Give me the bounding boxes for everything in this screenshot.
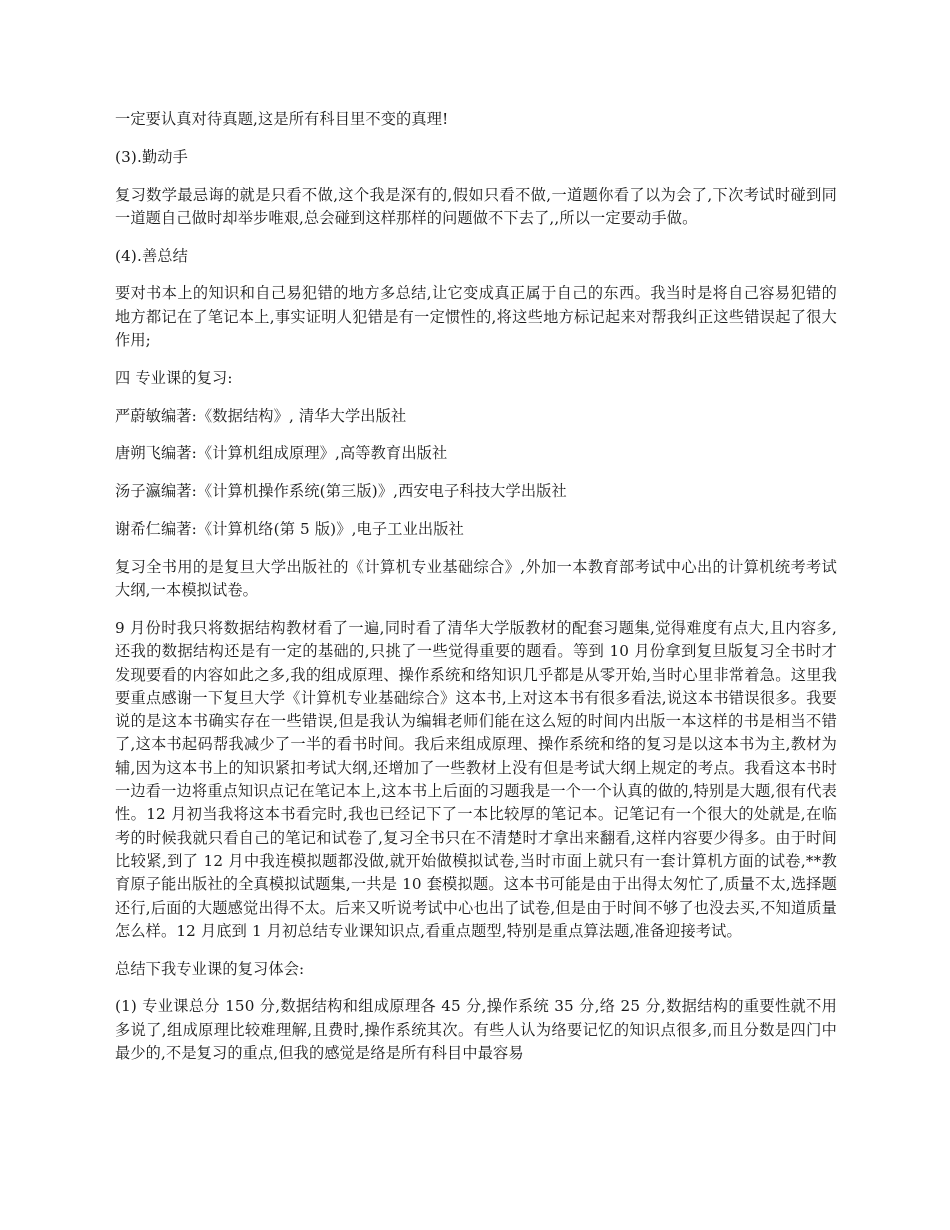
heading-hands-on: (3).勤动手 [115,147,188,166]
paragraph-study-timeline: 9 月份时我只将数据结构教材看了一遍,同时看了清华大学版教材的配套习题集,觉得难度有点大,且内容多,还我的数据结构还是有一定的基础的,只挑了一些觉得重要的题看。等到 10 月份拿到复旦版复习全书时才发现要看的内容如此之多,我的组成原理、操作系统和络知识几乎都是从零开始,当时心里非常着急。这里我要重点感谢一下复旦大学《计算机专业基础综合》这本书,上对这本书有很多看法,说这本书错误很多。我要说的是这本书确实存在一些错误,但是我认为编辑老师们能在这么短的时间内出版一本这样的书是相当不错了,这本书起码帮我减少了一半的看书时间。我后来组成原理、操作系统和络的复习是以这本书为主,教材为辅,因为这本书上的知识紧扣考试大纲,还增加了一些教材上没有但是考试大纲上规定的考点。我看这本书时一边看一边将重点知识点记在笔记本上,这本书上后面的习题我是一个一个认真的做的,特别是大题,很有代表性。12 月初当我将这本书看完时,我也已经记下了一本比较厚的笔记本。记笔记有一个很大的处就是,在临考的时候我就只看自己的笔记和试卷了,复习全书只在不清楚时才拿出来翻看,这样内容要少得多。由于时间比较紧,到了 12 月中我连模拟题都没做,就开始做模拟试卷,当时市面上就只有一套计算机方面的试卷,**教育原子能出版社的全真模拟试题集,一共是 10 套模拟题。这本书可能是由于出得太匆忙了,质量不太,选择题还行,后面的大题感觉出得不太。后来又听说考试中心也出了试卷,但是由于时间不够了也没去买,不知道质量怎么样。12 月底到 1 月初总结专业课知识点,看重点题型,特别是重点算法题,准备迎接考试。 [115,618,837,940]
section-heading-major-review: 四 专业课的复习: [115,368,233,387]
heading-summarize: (4).善总结 [115,246,188,265]
heading-experience-summary: 总结下我专业课的复习体会: [115,959,305,978]
paragraph-hands-on: 复习数学最忌诲的就是只看不做,这个我是深有的,假如只看不做,一道题你看了以为会了,下次考试时碰到同一道题自己做时却举步唯艰,总会碰到这样那样的问题做不下去了,,所以一定要动手做。 [115,185,837,227]
paragraph-review-books: 复习全书用的是复旦大学出版社的《计算机专业基础综合》,外加一本教育部考试中心出的计算机统考考试大纲,一本模拟试卷。 [115,557,837,600]
book-operating-systems: 汤子瀛编著:《计算机操作系统(第三版)》,西安电子科技大学出版社 [115,482,567,501]
paragraph-summarize: 要对书本上的知识和自己易犯错的地方多总结,让它变成真正属于自己的东西。我当时是将自己容易犯错的地方都记在了笔记本上,事实证明人犯错是有一定惯性的,将这些地方标记起来对帮我纠正这些错误起了很大作用; [115,284,837,350]
paragraph-real-exam-truth: 一定要认真对待真题,这是所有科目里不变的真理! [115,110,449,128]
paragraph-score-breakdown: (1) 专业课总分 150 分,数据结构和组成原理各 45 分,操作系统 35 分,络 25 分,数据结构的重要性就不用多说了,组成原理比较难理解,且费时,操作系统其次。有些人认为络要记忆的知识点很多,而且分数是四门中最少的,不是复习的重点,但我的感觉是络是所有科目中最容易 [115,997,837,1062]
book-computer-organization: 唐朔飞编著:《计算机组成原理》,高等教育出版社 [115,444,448,463]
book-computer-networks: 谢希仁编著:《计算机络(第 5 版)》,电子工业出版社 [115,520,464,539]
book-data-structures: 严蔚敏编著:《数据结构》, 清华大学出版社 [115,406,407,425]
document-body [115,108,837,1080]
